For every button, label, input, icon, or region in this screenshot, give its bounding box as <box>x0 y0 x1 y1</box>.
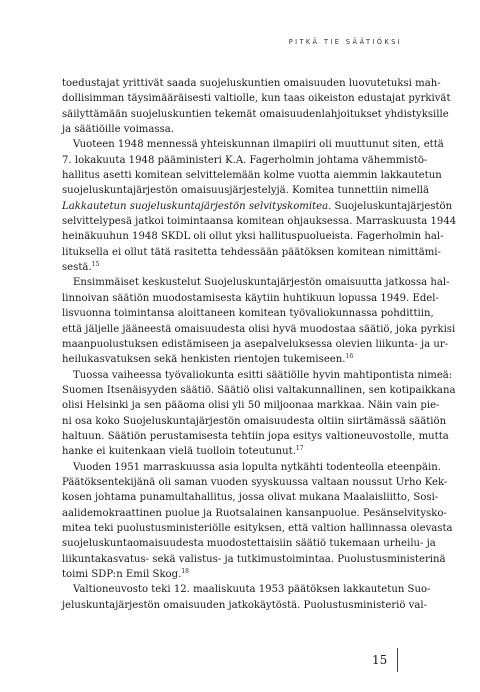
body-text <box>62 76 457 613</box>
text-fragment: ja säätiöille voimassa. <box>62 124 174 136</box>
text-line <box>62 414 447 429</box>
text-line <box>62 229 444 244</box>
text-line <box>62 506 447 521</box>
page-footer <box>372 648 398 672</box>
text-fragment: jeluskuntajärjestön omaisuuden jatkokäytöstä. Puolustusministeriö val- <box>62 599 428 611</box>
text-line <box>62 137 444 152</box>
text-line <box>62 337 449 352</box>
text-line <box>62 168 442 183</box>
text-fragment: olisi Helsinki ja sen pääoma olisi yli 50 miljoonaa markkaa. Näin vain pie- <box>62 400 440 412</box>
text-fragment: Tuossa vaiheessa työvaliokunta esitti säätiölle hyvin mahtipontista nimeä: <box>73 369 453 381</box>
text-line <box>62 398 440 413</box>
text-fragment: että jäljelle jääneestä omaisuudesta olisi hyvä muodostaa säätiö, joka pyrkisi <box>62 323 456 335</box>
text-fragment: mitea teki puolustusministeriölle esityksen, että valtion hallinnassa olevasta <box>62 522 453 534</box>
text-fragment: Vuoden 1951 marraskuussa asia lopulta nytkähti todenteolla eteenpäin. <box>73 461 441 473</box>
page-number: 15 <box>372 653 388 667</box>
italic-title: Lakkautetun suojeluskuntajärjestön selvityskomitea <box>62 200 329 212</box>
text-fragment: lituksella ei ollut tätä rasitetta tehdessään päätöksen komitean nimittämi- <box>62 246 441 258</box>
text-line <box>62 322 456 337</box>
footnote-marker[interactable]: 18 <box>181 568 189 575</box>
text-line <box>62 521 453 536</box>
text-line <box>62 352 401 367</box>
text-fragment: toedustajat yrittivät saada suojeluskuntien omaisuuden luovutetuksi mah- <box>62 78 441 89</box>
text-line <box>62 368 453 383</box>
text-fragment: Ensimmäiset keskustelut Suojeluskuntajärjestön omaisuutta jatkossa hal- <box>73 277 450 289</box>
text-fragment: Suomen Itsenäisyyden säätiö. Säätiö olisi valtakunnallinen, sen kotipaikkana <box>62 384 456 396</box>
text-fragment: heilukasvatuksen sekä henkisten rientojen tukemiseen. <box>62 354 346 366</box>
text-fragment: hanke ei kuitenkaan vielä tuolloin toteutunut. <box>62 446 296 458</box>
text-fragment: hallitus asetti komitean selvittelemään kolme vuotta aiemmin lakkautetun <box>62 170 442 182</box>
text-fragment: . Suojeluskuntajärjestön <box>328 200 453 212</box>
text-line <box>62 76 441 91</box>
text-fragment: säilyttämään suojeluskuntien tekemät omaisuudenlahjoitukset yhdistyksille <box>62 108 449 120</box>
text-fragment: dollisimman täysimääräisesti valtiolle, kun taas oikeiston edustajat pyrkivät <box>62 93 451 105</box>
text-line <box>62 153 428 168</box>
text-fragment: linnoivan säätiön muodostamisesta käytiin huhtikuun lopussa 1949. Edel- <box>62 292 439 304</box>
text-fragment: Valtioneuvosto teki 12. maaliskuuta 1953 päätöksen lakkautetun Suo- <box>73 584 431 596</box>
text-line <box>62 260 401 275</box>
text-line <box>62 183 430 198</box>
running-header: PITKÄ TIE SÄÄTIÖKSI <box>288 38 402 46</box>
text-fragment: Vuoteen 1948 mennessä yhteiskunnan ilmapiiri oli muuttunut siten, että <box>73 139 444 151</box>
text-line <box>62 552 446 567</box>
text-fragment: liikuntakasvatus- sekä valistus- ja tutkimustoimintaa. Puolustusministerinä <box>62 553 446 565</box>
text-line <box>62 460 441 475</box>
text-line <box>62 582 431 597</box>
text-fragment: toimi SDP:n Emil Skog. <box>62 569 182 580</box>
text-fragment: selvittelypesä jatkoi toimintaansa komitean ohjauksessa. Marraskuusta 1944 <box>62 216 457 228</box>
text-line <box>62 291 439 306</box>
footnote-marker[interactable]: 15 <box>91 261 100 269</box>
text-line <box>62 245 441 260</box>
text-fragment: suojeluskuntajärjestön omaisuusjärjestelyjä. Komitea tunnettiin nimellä <box>62 185 430 197</box>
text-fragment: sestä. <box>62 262 92 274</box>
text-line <box>62 214 457 229</box>
text-fragment: Päätöksentekijänä oli saman vuoden syyskuussa valtaan noussut Urho Kek- <box>62 476 448 488</box>
text-line <box>62 490 439 505</box>
text-line <box>62 275 450 290</box>
text-line <box>62 306 434 321</box>
text-line <box>62 598 428 613</box>
text-line <box>62 475 448 490</box>
text-fragment: suojeluskuntaomaisuudesta muodostettaisiin säätiö tukemaan urheilu- ja <box>62 538 436 550</box>
footnote-marker[interactable]: 17 <box>295 445 304 453</box>
text-line <box>62 122 401 137</box>
text-fragment: ni osa koko Suojeluskuntajärjestön omaisuudesta oltiin siirtämässä säätiön <box>62 415 447 427</box>
text-line <box>62 91 451 106</box>
text-line <box>62 444 401 459</box>
text-line <box>62 536 436 551</box>
text-line <box>62 107 449 122</box>
text-fragment: kosen johtama punamultahallitus, jossa olivat mukana Maalaisliitto, Sosi- <box>62 492 439 504</box>
footer-rule <box>397 648 398 672</box>
text-line <box>62 567 401 582</box>
footnote-marker[interactable]: 16 <box>345 353 354 361</box>
text-fragment: heinäkuuhun 1948 SKDL oli ollut yksi hallituspuolueista. Fagerholmin hal- <box>62 231 444 243</box>
text-fragment: maanpuolustuksen edistämiseen ja asepalveluksessa olevien liikunta- ja ur- <box>62 338 449 350</box>
text-fragment: lisvuonna toimintansa aloittaneen komitean työvaliokunnassa pohdittiin, <box>62 308 434 320</box>
text-line <box>62 383 456 398</box>
text-line <box>62 199 453 214</box>
text-line <box>62 429 449 444</box>
text-fragment: 7. lokakuuta 1948 pääministeri K.A. Fagerholmin johtama vähemmistö- <box>62 154 428 166</box>
text-fragment: haltuun. Säätiön perustamisesta tehtiin jopa esitys valtioneuvostolle, mutta <box>62 430 449 442</box>
text-fragment: aalidemokraattinen puolue ja Ruotsalainen kansanpuolue. Pesänselvitysko- <box>62 507 447 519</box>
